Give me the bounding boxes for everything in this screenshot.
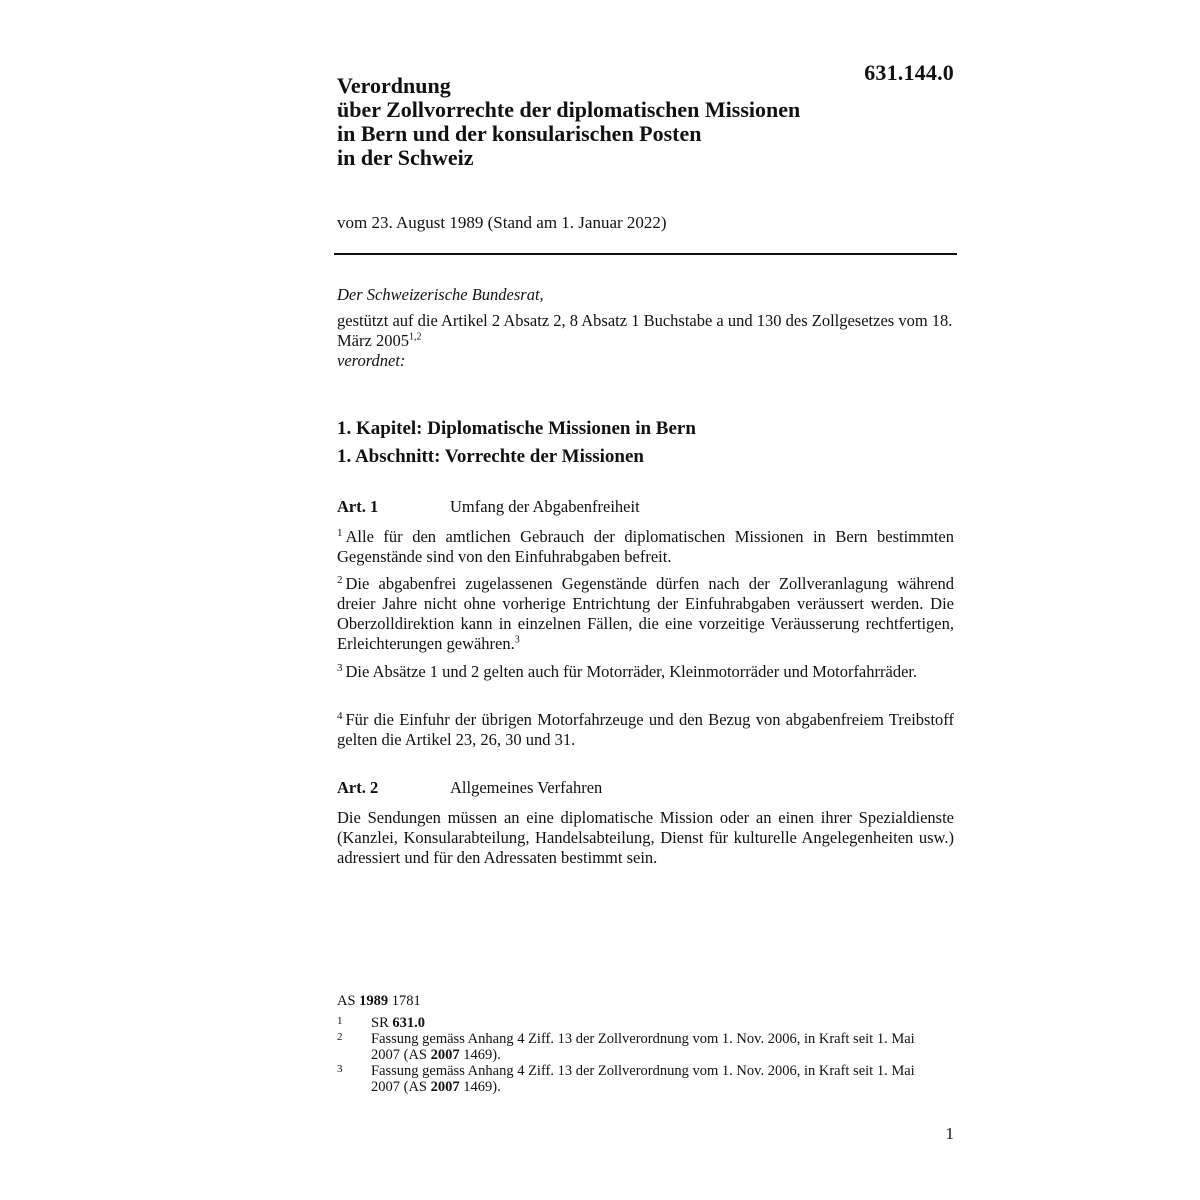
footnote-text-end: 1469).: [463, 1079, 501, 1095]
title-line: in der Schweiz: [337, 145, 474, 170]
chapter-heading: 1. Kapitel: Diplomatische Missionen in Bern: [337, 418, 696, 439]
article-title: Umfang der Abgabenfreiheit: [450, 497, 640, 516]
sr-number: 631.144.0: [864, 60, 954, 85]
legal-basis-text: gestützt auf die Artikel 2 Absatz 2, 8 Absatz 1 Buchstabe a und 130 des Zollgesetzes vom 18. März 2005: [337, 311, 953, 350]
paragraph-number: 3: [337, 661, 343, 674]
paragraph-text: Die Absätze 1 und 2 gelten auch für Motorräder, Kleinmotorräder und Motorfahrräder.: [345, 662, 918, 681]
footnote-text-end: 1469).: [463, 1047, 501, 1063]
preamble-authority: Der Schweizerische Bundesrat,: [337, 285, 544, 304]
article-1-paragraph-3: [337, 662, 954, 682]
paragraph-number: 4: [337, 709, 343, 722]
article-number: Art. 2: [337, 778, 379, 797]
title-line: in Bern und der konsularischen Posten: [337, 121, 702, 146]
footnote-item: [337, 1031, 937, 1063]
title-line: Verordnung: [337, 73, 451, 98]
footnote-item: [337, 1015, 937, 1031]
date-line: vom 23. August 1989 (Stand am 1. Januar 2022): [337, 213, 667, 232]
paragraph-text: Die Sendungen müssen an eine diplomatische Mission oder an einen ihrer Spezialdienste (Kanzlei, Konsularabteilung, Handelsabteilung, Dienst für kulturelle Angelegenheiten usw.) adressiert und für den Adressaten bestimmt sein.: [337, 808, 954, 867]
footnote-bold: 2007: [430, 1079, 460, 1095]
paragraph-number: 2: [337, 573, 343, 586]
horizontal-rule: [334, 253, 957, 255]
footnote-ref[interactable]: 1,2: [408, 331, 422, 343]
as-prefix: AS: [337, 993, 356, 1009]
footnote-item: [337, 1063, 937, 1095]
preamble-verordnet: verordnet:: [337, 351, 406, 370]
article-1-heading: [337, 497, 954, 517]
preamble-legal-basis: [337, 311, 954, 351]
paragraph-number: 1: [337, 526, 343, 539]
footnote-number: 3: [337, 1063, 343, 1075]
page-number: 1: [945, 1124, 954, 1143]
paragraph-text: Alle für den amtlichen Gebrauch der diplomatischen Missionen in Bern bestimmten Gegenstände sind von den Einfuhrabgaben befreit.: [337, 527, 954, 566]
article-1-paragraph-1: [337, 527, 954, 567]
footnote-ref[interactable]: 3: [514, 634, 520, 646]
footnote-number: 1: [337, 1015, 343, 1027]
footnote-bold: 2007: [430, 1047, 460, 1063]
article-title: Allgemeines Verfahren: [450, 778, 603, 797]
preamble: [337, 285, 954, 371]
article-number: Art. 1: [337, 497, 379, 516]
title-line: über Zollvorrechte der diplomatischen Missionen: [337, 97, 801, 122]
ordinance-title: [337, 74, 937, 170]
section-heading: 1. Abschnitt: Vorrechte der Missionen: [337, 446, 644, 467]
paragraph-text: Die abgabenfrei zugelassenen Gegenstände dürfen nach der Zollveranlagung während dreier Jahre nicht ohne vorherige Entrichtung der Einfuhrabgaben veräussert werden. Die Oberzolldirektion kann in einzelnen Fällen, die eine vorzeitige Veräusserung rechtfertigen, Erleichterungen gewähren.: [337, 574, 954, 653]
footnotes: [337, 993, 937, 1095]
footnote-text: Fassung gemäss Anhang 4 Ziff. 13 der Zollverordnung vom 1. Nov. 2006, in Kraft seit 1. Mai 2007 (AS: [371, 1031, 915, 1063]
official-compilation-reference: [337, 993, 937, 1009]
article-2-heading: [337, 778, 954, 798]
footnote-bold: 631.0: [392, 1015, 425, 1031]
footnote-text: Fassung gemäss Anhang 4 Ziff. 13 der Zollverordnung vom 1. Nov. 2006, in Kraft seit 1. Mai 2007 (AS: [371, 1063, 915, 1095]
article-1-paragraph-2: [337, 574, 954, 654]
as-year: 1989: [359, 993, 389, 1009]
as-page: 1781: [391, 993, 421, 1009]
paragraph-text: Für die Einfuhr der übrigen Motorfahrzeuge und den Bezug von abgabenfreiem Treibstoff gelten die Artikel 23, 26, 30 und 31.: [337, 710, 954, 749]
article-2-paragraph-1: [337, 808, 954, 868]
footnote-number: 2: [337, 1031, 343, 1043]
footnote-text: SR: [371, 1015, 389, 1031]
article-1-paragraph-4: [337, 710, 954, 750]
